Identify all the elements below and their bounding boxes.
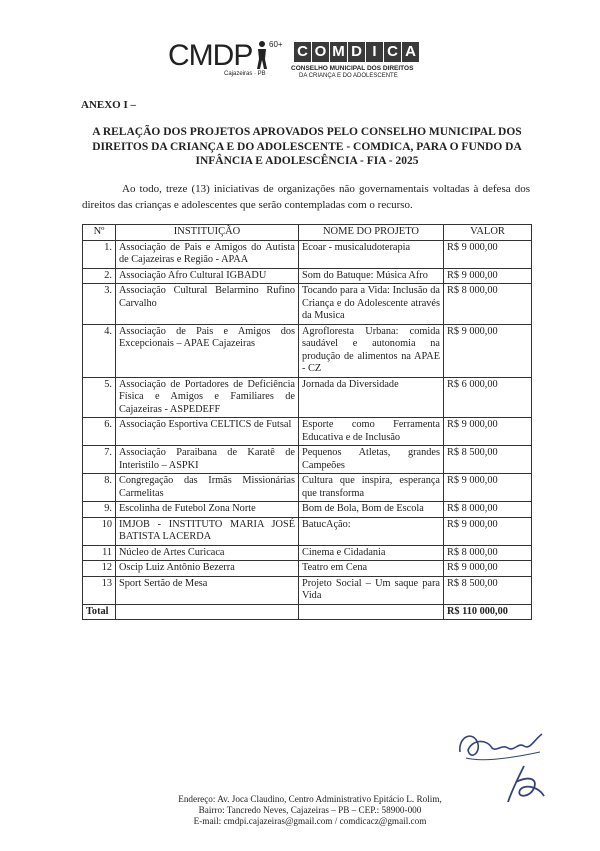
intro-paragraph: Ao todo, treze (13) iniciativas de organizações não governamentais voltadas à defesa dos direitos das crianças e adolescentes que serão contempladas com o recurso.	[82, 183, 530, 211]
comdica-letter: D	[348, 42, 365, 62]
table-row	[83, 561, 532, 577]
row-number: 5.	[83, 377, 116, 418]
comdica-letter: A	[402, 42, 419, 62]
document-heading: A RELAÇÃO DOS PROJETOS APROVADOS PELO CONSELHO MUNICIPAL DOS DIREITOS DA CRIANÇA E DO ADOLESCENTE - COMDICA, PARA O FUNDO DA INFÂNCIA E ADOLESCÊNCIA - FIA - 2025	[92, 126, 522, 167]
row-number: 8.	[83, 474, 116, 502]
signature-2	[494, 762, 554, 808]
table-row	[83, 446, 532, 474]
table-row	[83, 240, 532, 268]
row-institution: Associação Cultural Belarmino Rufino Carvalho	[116, 284, 299, 325]
table-row	[83, 268, 532, 284]
row-value: R$ 9 000,00	[444, 240, 532, 268]
table-row	[83, 284, 532, 325]
row-institution: Associação Afro Cultural IGBADU	[116, 268, 299, 284]
table-row	[83, 474, 532, 502]
total-empty-cell	[116, 604, 299, 620]
cmdp-person-icon	[254, 40, 270, 70]
row-institution: Associação de Portadores de Deficiência Física e Amigos e Familiares de Cajazeiras - ASPEDEFF	[116, 377, 299, 418]
row-project: Ecoar - musicaludoterapia	[299, 240, 444, 268]
header-project-name: NOME DO PROJETO	[299, 225, 444, 241]
footer-address-line: Endereço: Av. Joca Claudino, Centro Administrativo Epitácio L. Rolim,	[178, 794, 442, 804]
cmdp-logo-sub: Cajazeiras · PB	[224, 71, 266, 77]
row-number: 2.	[83, 268, 116, 284]
row-value: R$ 8 000,00	[444, 284, 532, 325]
table-row	[83, 324, 532, 377]
cmdp-logo-sup: 60+	[269, 40, 283, 49]
row-number: 3.	[83, 284, 116, 325]
projects-table	[82, 224, 532, 620]
table-row	[83, 517, 532, 545]
row-project: Agrofloresta Urbana: comida saudável e autonomia na produção de alimentos na APAE - CZ	[299, 324, 444, 377]
comdica-subtitle-line1: CONSELHO MUNICIPAL DOS DIREITOS	[291, 65, 414, 72]
table-row	[83, 502, 532, 518]
row-project: Som do Batuque: Música Afro	[299, 268, 444, 284]
row-number: 13	[83, 576, 116, 604]
comdica-letter: C	[384, 42, 401, 62]
comdica-letter: C	[294, 42, 311, 62]
row-value: R$ 8 000,00	[444, 545, 532, 561]
table-row	[83, 418, 532, 446]
row-institution: Congregação das Irmãs Missionárias Carmelitas	[116, 474, 299, 502]
table-total-row	[83, 604, 532, 620]
row-number: 7.	[83, 446, 116, 474]
row-number: 12	[83, 561, 116, 577]
row-value: R$ 9 000,00	[444, 517, 532, 545]
row-project: Bom de Bola, Bom de Escola	[299, 502, 444, 518]
row-project: Pequenos Atletas, grandes Campeões	[299, 446, 444, 474]
row-institution: Sport Sertão de Mesa	[116, 576, 299, 604]
cmdp-logo: CMDP	[168, 39, 253, 72]
row-institution: Associação de Pais e Amigos dos Excepcionais – APAE Cajazeiras	[116, 324, 299, 377]
header-value: VALOR	[444, 225, 532, 241]
row-number: 1.	[83, 240, 116, 268]
row-project: Cultura que inspira, esperança que transforma	[299, 474, 444, 502]
row-project: Projeto Social – Um saque para Vida	[299, 576, 444, 604]
row-institution: Oscip Luiz Antônio Bezerra	[116, 561, 299, 577]
header-logos	[166, 38, 456, 88]
footer-neighborhood-line: Bairro: Tancredo Neves, Cajazeiras – PB – CEP.: 58900-000	[198, 805, 422, 815]
row-institution: Associação Esportiva CELTICS de Futsal	[116, 418, 299, 446]
comdica-letter: I	[366, 42, 383, 62]
total-empty-cell	[299, 604, 444, 620]
header-number: Nº	[83, 225, 116, 241]
total-label: Total	[83, 604, 116, 620]
row-number: 10	[83, 517, 116, 545]
row-project: Cinema e Cidadania	[299, 545, 444, 561]
row-project: Teatro em Cena	[299, 561, 444, 577]
row-number: 9.	[83, 502, 116, 518]
row-value: R$ 9 000,00	[444, 561, 532, 577]
row-number: 11	[83, 545, 116, 561]
row-value: R$ 8 500,00	[444, 446, 532, 474]
row-value: R$ 9 000,00	[444, 474, 532, 502]
annex-label: ANEXO I –	[81, 99, 137, 111]
row-value: R$ 9 000,00	[444, 324, 532, 377]
comdica-letter: O	[312, 42, 329, 62]
row-institution: IMJOB - INSTITUTO MARIA JOSÉ BATISTA LACERDA	[116, 517, 299, 545]
row-institution: Escolinha de Futebol Zona Norte	[116, 502, 299, 518]
row-project: Esporte como Ferramenta Educativa e de Inclusão	[299, 418, 444, 446]
row-value: R$ 9 000,00	[444, 268, 532, 284]
row-project: Tocando para a Vida: Inclusão da Criança e do Adolescente através da Musica	[299, 284, 444, 325]
comdica-logo	[294, 42, 419, 62]
footer-email-line: E-mail: cmdpi.cajazeiras@gmail.com / comdicacz@gmail.com	[193, 816, 427, 826]
comdica-letter: M	[330, 42, 347, 62]
footer-address	[120, 794, 500, 827]
row-value: R$ 6 000,00	[444, 377, 532, 418]
row-value: R$ 9 000,00	[444, 418, 532, 446]
comdica-subtitle-line2: DA CRIANÇA E DO ADOLESCENTE	[299, 73, 398, 79]
table-row	[83, 377, 532, 418]
row-project: BatucAção:	[299, 517, 444, 545]
header-institution: INSTITUIÇÃO	[116, 225, 299, 241]
row-number: 6.	[83, 418, 116, 446]
row-value: R$ 8 500,00	[444, 576, 532, 604]
row-institution: Núcleo de Artes Curicaca	[116, 545, 299, 561]
table-row	[83, 545, 532, 561]
row-institution: Associação de Pais e Amigos do Autista de Cajazeiras e Região - APAA	[116, 240, 299, 268]
row-project: Jornada da Diversidade	[299, 377, 444, 418]
row-value: R$ 8 000,00	[444, 502, 532, 518]
table-row	[83, 576, 532, 604]
row-institution: Associação Paraibana de Karatê de Interistilo – ASPKI	[116, 446, 299, 474]
table-header-row	[83, 225, 532, 241]
total-value: R$ 110 000,00	[444, 604, 532, 620]
row-number: 4.	[83, 324, 116, 377]
